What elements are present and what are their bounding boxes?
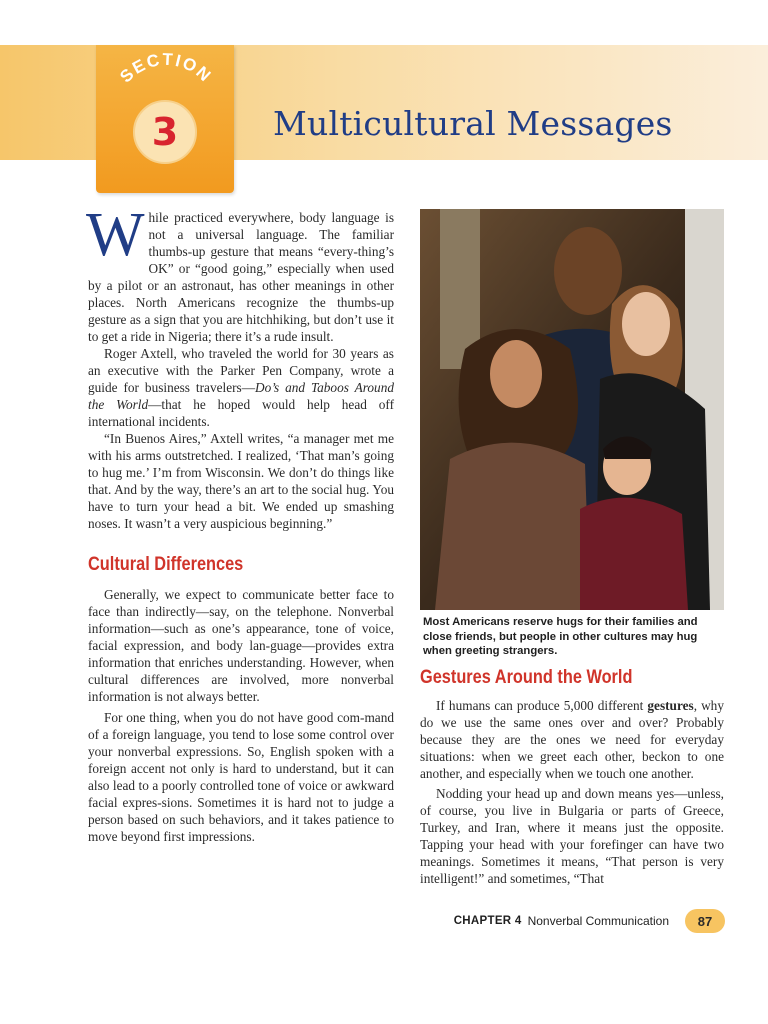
section-word: SECTION — [116, 49, 216, 87]
book-title: Do’s and Taboos Around the World — [88, 380, 394, 412]
drop-cap: W — [86, 201, 145, 269]
intro-p2-before: Roger Axtell, who traveled the world for 30 years as an executive with the Parker Pen Company, wrote a guide for business travelers— — [88, 346, 394, 395]
svg-text:SECTION — [116, 50, 215, 87]
chapter-title: Nonverbal Communication — [527, 914, 669, 928]
gestures-paragraph-2: Nodding your head up and down means yes—unless, of course, you live in Bulgaria or parts of Greece, Turkey, and Iran, where it means just the opposite. Tapping your head with your forefinger can have two meanings. Sometimes it means, “That person is very intelligent!” and sometimes, “That — [420, 786, 724, 886]
heading-gestures: Gestures Around the World — [420, 667, 633, 688]
page-number: 87 — [685, 909, 725, 933]
photo-caption: Most Americans reserve hugs for their families and close friends, but people in other cultures may hug when greeting strangers. — [423, 616, 698, 657]
gestures-p1-before: If humans can produce 5,000 different — [436, 698, 648, 713]
page-footer — [421, 906, 725, 936]
right-column — [420, 667, 724, 887]
family-photo — [420, 209, 724, 610]
left-column — [86, 201, 394, 845]
gestures-p1-after: , why do we use the same ones over and over? Probably because they are the ones we need for everyday situations: when we greet each other, beckon to one another, and especially when we touch one another. — [420, 698, 724, 781]
section-number: 3 — [133, 100, 197, 164]
intro-paragraph-1 — [86, 201, 394, 345]
page-title: Multicultural Messages — [273, 104, 673, 143]
gestures-paragraph-1 — [420, 697, 724, 782]
cultural-paragraph-2: For one thing, when you do not have good com-mand of a foreign language, you tend to lose some control over your nonverbal expressions. So, English spoken with a foreign accent not only is hard to understand, but it can also lead to a poorly controlled tone of voice or awkward facial expres-sions. Sometimes it is hard not to judge a person based on such behaviors, and it takes patience to move beyond first impressions. — [88, 710, 394, 844]
heading-cultural-differences: Cultural Differences — [88, 554, 244, 575]
intro-p2-after: —that he hoped would help head off international incidents. — [88, 397, 394, 429]
intro-paragraph-3: “In Buenos Aires,” Axtell writes, “a manager met me with his arms outstretched. I realized, ‘That man’s going to hug me.’ I’m from Wisconsin. We don’t do things like that. And by the way, there’s an art to the social hug. You have to turn your head a bit. We ended up smashing noses. It wasn’t a very auspicious beginning.” — [88, 431, 394, 531]
chapter-label: CHAPTER 4 — [453, 915, 522, 927]
cultural-paragraph-1: Generally, we expect to communicate better face to face than indirectly—say, on the telephone. Nonverbal information—such as one’s appearance, tone of voice, facial expression, and body lan-guage—provides extra information that enriches understanding. However, when cultural differences are involved, more nonverbal information is not always better. — [88, 587, 394, 704]
intro-paragraph-1-text: hile practiced everywhere, body language is not a universal language. The familiar thumbs-up gesture that means “every-thing’s OK” or “good going,” especially when used by a pilot or an astronaut, has other meanings in other places. North Americans recognize the thumbs-up gesture as a sign that you are hitchhiking, but don’t use it to get a ride in Nigeria; there it’s a rude insult. — [88, 210, 394, 344]
gestures-keyword: gestures — [647, 698, 694, 713]
section-tab — [96, 45, 234, 193]
intro-paragraph-2 — [88, 345, 394, 430]
